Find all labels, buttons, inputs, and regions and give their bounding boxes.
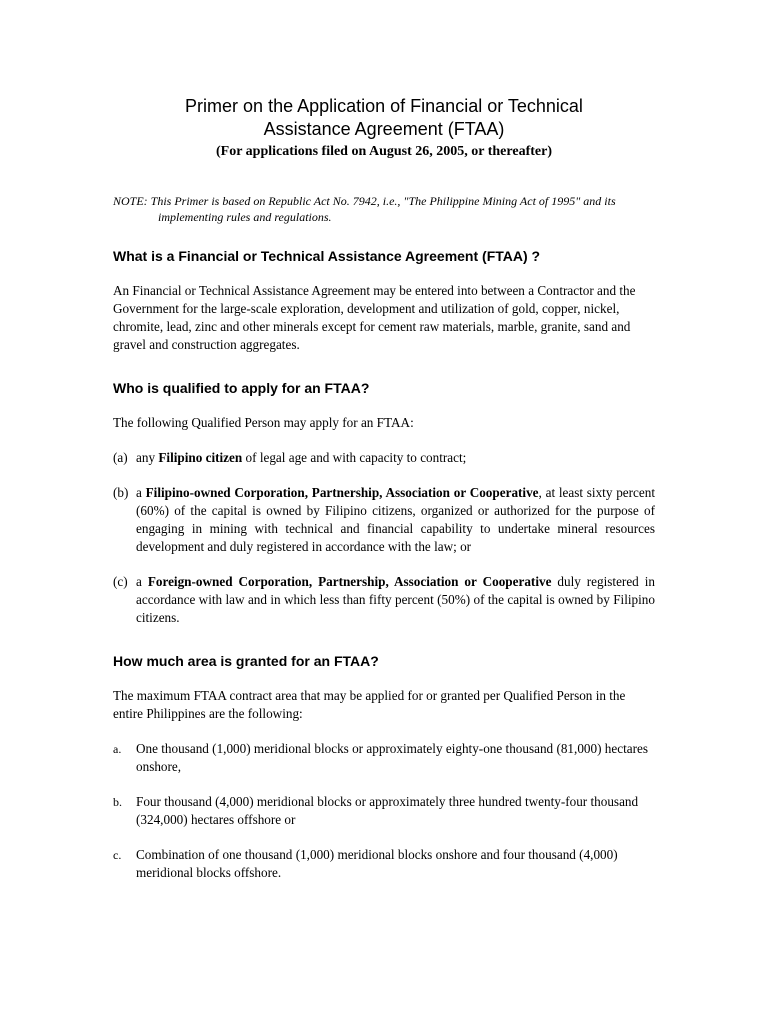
qualified-item-c	[113, 573, 655, 627]
list-item-text: Four thousand (4,000) meridional blocks or approximately three hundred twenty-four thousand (324,000) hectares offshore or	[136, 794, 639, 827]
section-heading-what-is-ftaa: What is a Financial or Technical Assistance Agreement (FTAA) ?	[113, 248, 541, 264]
title-line-2: Assistance Agreement (FTAA)	[263, 119, 505, 139]
list-marker: c.	[113, 848, 122, 862]
emphasis: Foreign-owned Corporation, Partnership, Association or Cooperative	[147, 574, 552, 589]
list-item-text: One thousand (1,000) meridional blocks or approximately eighty-one thousand (81,000) hectares onshore,	[136, 741, 648, 774]
list-item-text: any Filipino citizen of legal age and with capacity to contract;	[136, 450, 467, 465]
list-marker: (b)	[113, 485, 129, 500]
section-heading-who-qualified: Who is qualified to apply for an FTAA?	[113, 380, 370, 396]
list-marker: (a)	[113, 450, 128, 465]
emphasis: Filipino-owned Corporation, Partnership, Association or Cooperative	[145, 485, 539, 500]
qualified-item-b	[113, 484, 655, 556]
list-item-text: Combination of one thousand (1,000) meridional blocks onshore and four thousand (4,000) meridional blocks offshore.	[136, 847, 618, 880]
area-item-a	[113, 740, 655, 776]
title-line-1: Primer on the Application of Financial or Technical	[185, 96, 583, 116]
area-item-b	[113, 793, 655, 829]
area-intro: The maximum FTAA contract area that may be applied for or granted per Qualified Person in the entire Philippines are the following:	[113, 688, 626, 721]
document-subtitle: (For applications filed on August 26, 2005, or thereafter)	[216, 144, 552, 159]
list-marker: (c)	[113, 574, 128, 589]
qualified-item-a	[113, 449, 655, 467]
primer-note: NOTE: This Primer is based on Republic Act No. 7942, i.e., "The Philippine Mining Act of 1995" and its implementing rules and regulations.	[113, 194, 616, 224]
qualified-intro: The following Qualified Person may apply for an FTAA:	[113, 415, 414, 430]
list-marker: a.	[113, 742, 122, 756]
list-item-text: a Foreign-owned Corporation, Partnership, Association or Cooperative duly registered in accordance with law and in which less than fifty percent (50%) of the capital is owned by Filipino citizens.	[136, 574, 655, 625]
list-item-text: a Filipino-owned Corporation, Partnership, Association or Cooperative, at least sixty percent (60%) of the capital is owned by Filipino citizens, organized or authorized for the purpose of engaging in mining with technical and financial capability to undertake mineral resources development and duly registered in accordance with the law; or	[136, 485, 656, 554]
area-item-c	[113, 846, 655, 882]
list-marker: b.	[113, 795, 122, 809]
document-title	[113, 95, 655, 141]
section-body-what-is-ftaa: An Financial or Technical Assistance Agreement may be entered into between a Contractor and the Government for the large-scale exploration, development and utilization of gold, copper, nickel, chromite, lead, zinc and other minerals except for cement raw materials, marble, granite, sand and gravel and construction aggregates.	[113, 283, 636, 352]
section-heading-area-granted: How much area is granted for an FTAA?	[113, 653, 379, 669]
emphasis: Filipino citizen	[158, 450, 243, 465]
